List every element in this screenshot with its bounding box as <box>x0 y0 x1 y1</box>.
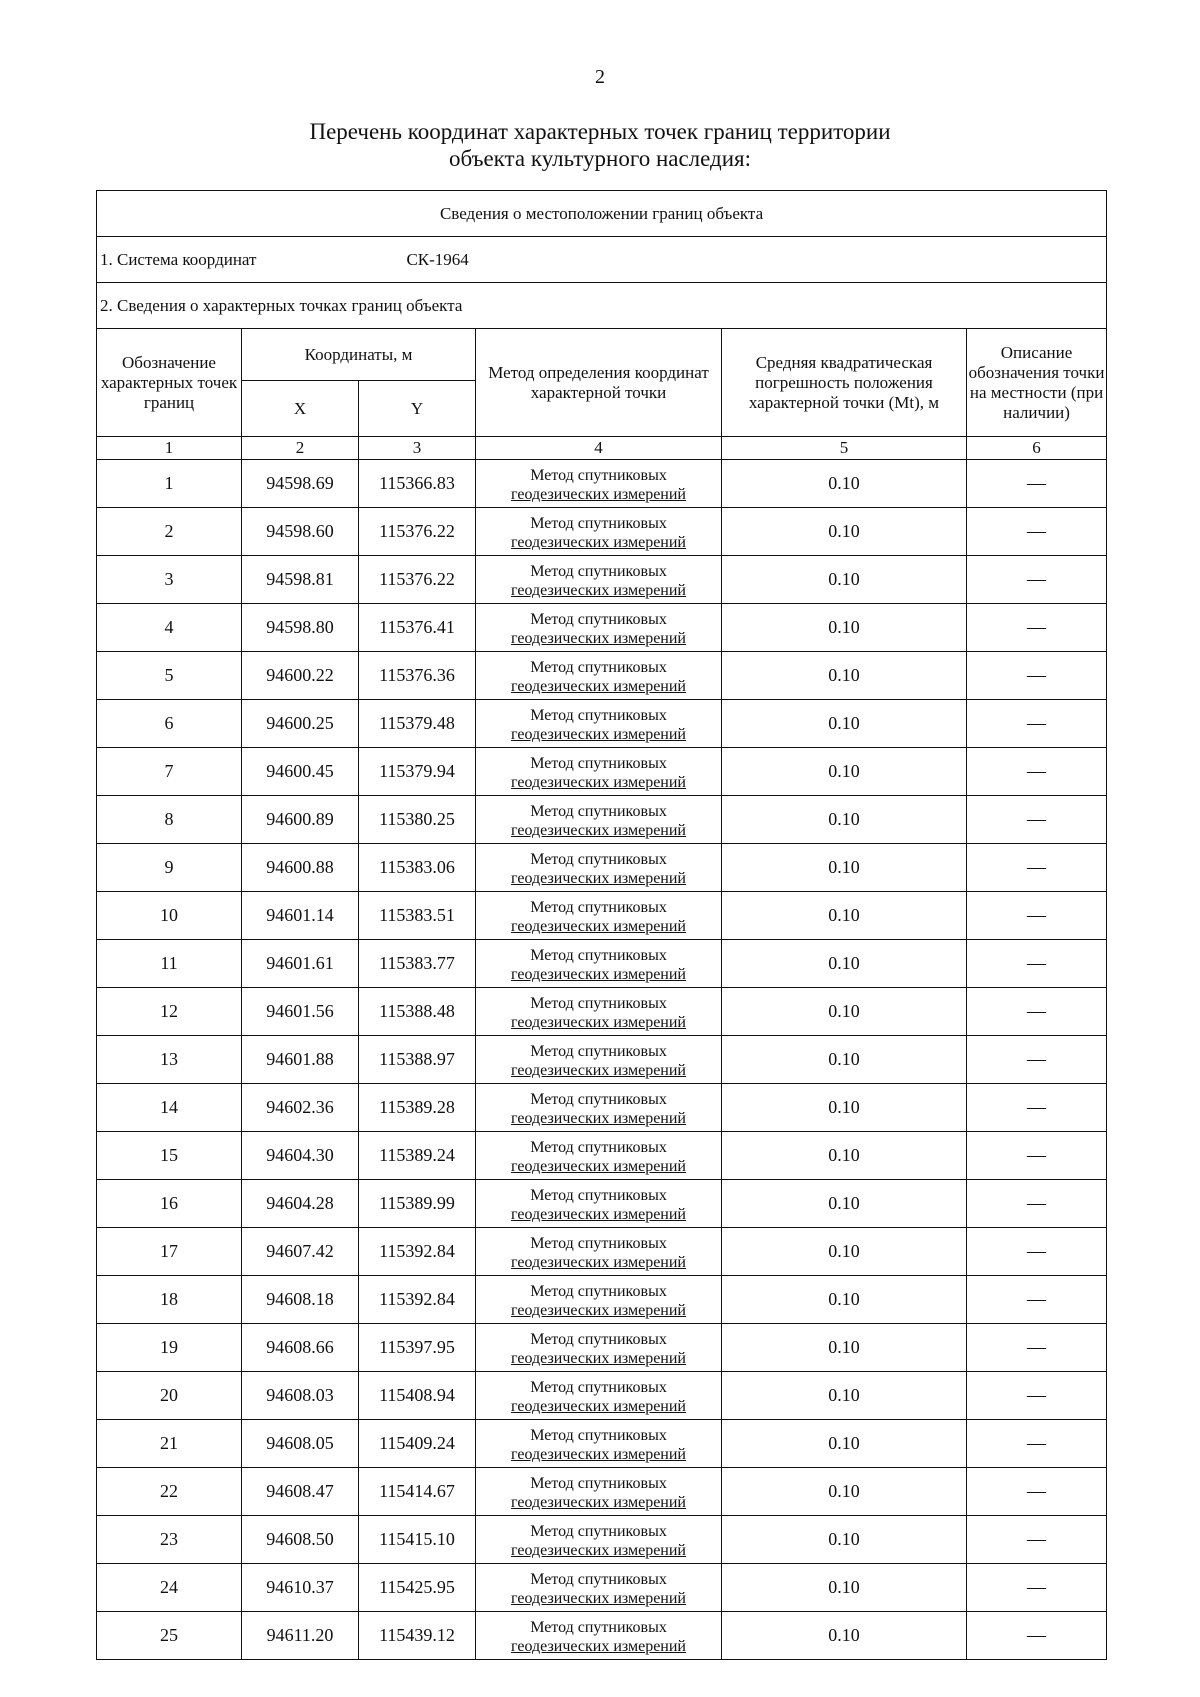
coord-y: 115376.41 <box>359 604 476 652</box>
points-heading-row <box>97 283 1107 329</box>
point-number: 7 <box>97 748 242 796</box>
point-number: 12 <box>97 988 242 1036</box>
point-description: — <box>967 748 1107 796</box>
point-number: 3 <box>97 556 242 604</box>
method-line-1: Метод спутниковых <box>530 946 667 964</box>
table-row <box>97 460 1107 508</box>
point-number: 10 <box>97 892 242 940</box>
coord-x: 94598.80 <box>242 604 359 652</box>
point-description: — <box>967 1612 1107 1660</box>
coord-y: 115439.12 <box>359 1612 476 1660</box>
method-line-2: геодезических измерений <box>511 725 686 743</box>
coord-y: 115376.22 <box>359 556 476 604</box>
coord-x: 94611.20 <box>242 1612 359 1660</box>
point-description: — <box>967 892 1107 940</box>
method-line-2: геодезических измерений <box>511 1061 686 1079</box>
method-line-1: Метод спутниковых <box>530 1234 667 1252</box>
point-number: 17 <box>97 1228 242 1276</box>
coord-x: 94608.66 <box>242 1324 359 1372</box>
point-number: 14 <box>97 1084 242 1132</box>
point-description: — <box>967 1372 1107 1420</box>
coord-y: 115383.06 <box>359 844 476 892</box>
point-description: — <box>967 508 1107 556</box>
method-line-2: геодезических измерений <box>511 1157 686 1175</box>
method-cell <box>476 1036 722 1084</box>
method-cell <box>476 556 722 604</box>
table-row <box>97 988 1107 1036</box>
point-number: 2 <box>97 508 242 556</box>
method-line-1: Метод спутниковых <box>530 850 667 868</box>
method-cell <box>476 1276 722 1324</box>
table-row <box>97 700 1107 748</box>
method-cell <box>476 844 722 892</box>
method-cell <box>476 892 722 940</box>
column-number: 2 <box>242 437 359 460</box>
method-line-2: геодезических измерений <box>511 677 686 695</box>
mt-error: 0.10 <box>722 1036 967 1084</box>
coord-y: 115383.77 <box>359 940 476 988</box>
method-line-2: геодезических измерений <box>511 965 686 983</box>
method-cell <box>476 1180 722 1228</box>
coord-x: 94602.36 <box>242 1084 359 1132</box>
table-row <box>97 1180 1107 1228</box>
method-cell <box>476 1132 722 1180</box>
method-cell <box>476 1372 722 1420</box>
point-description: — <box>967 604 1107 652</box>
method-cell <box>476 940 722 988</box>
method-cell <box>476 508 722 556</box>
point-number: 5 <box>97 652 242 700</box>
method-line-2: геодезических измерений <box>511 1349 686 1367</box>
method-line-1: Метод спутниковых <box>530 1618 667 1636</box>
method-line-2: геодезических измерений <box>511 1589 686 1607</box>
method-line-2: геодезических измерений <box>511 1253 686 1271</box>
header-designation: Обозначение характерных точек границ <box>97 329 242 437</box>
page-number: 2 <box>595 66 605 88</box>
method-line-1: Метод спутниковых <box>530 802 667 820</box>
table-row <box>97 940 1107 988</box>
coord-x: 94600.89 <box>242 796 359 844</box>
mt-error: 0.10 <box>722 940 967 988</box>
mt-error: 0.10 <box>722 556 967 604</box>
coord-y: 115397.95 <box>359 1324 476 1372</box>
point-number: 16 <box>97 1180 242 1228</box>
coord-y: 115379.94 <box>359 748 476 796</box>
table-row <box>97 508 1107 556</box>
table-row <box>97 1276 1107 1324</box>
point-number: 6 <box>97 700 242 748</box>
mt-error: 0.10 <box>722 1276 967 1324</box>
coord-y: 115414.67 <box>359 1468 476 1516</box>
mt-error: 0.10 <box>722 604 967 652</box>
coord-system-value: СК-1964 <box>406 249 469 269</box>
method-line-1: Метод спутниковых <box>530 466 667 484</box>
method-cell <box>476 1420 722 1468</box>
method-line-2: геодезических измерений <box>511 581 686 599</box>
point-number: 13 <box>97 1036 242 1084</box>
point-description: — <box>967 460 1107 508</box>
table-row <box>97 1564 1107 1612</box>
coord-x: 94601.88 <box>242 1036 359 1084</box>
point-number: 9 <box>97 844 242 892</box>
method-line-1: Метод спутниковых <box>530 610 667 628</box>
column-number: 6 <box>967 437 1107 460</box>
coord-x: 94608.47 <box>242 1468 359 1516</box>
method-line-2: геодезических измерений <box>511 869 686 887</box>
point-description: — <box>967 844 1107 892</box>
coord-x: 94610.37 <box>242 1564 359 1612</box>
point-description: — <box>967 796 1107 844</box>
method-line-1: Метод спутниковых <box>530 514 667 532</box>
mt-error: 0.10 <box>722 1228 967 1276</box>
mt-error: 0.10 <box>722 988 967 1036</box>
coord-x: 94608.05 <box>242 1420 359 1468</box>
point-number: 11 <box>97 940 242 988</box>
coord-x: 94607.42 <box>242 1228 359 1276</box>
table-row <box>97 1468 1107 1516</box>
coord-x: 94601.14 <box>242 892 359 940</box>
coord-x: 94598.81 <box>242 556 359 604</box>
column-number: 4 <box>476 437 722 460</box>
table-row <box>97 748 1107 796</box>
point-number: 25 <box>97 1612 242 1660</box>
table-row <box>97 604 1107 652</box>
coord-y: 115389.28 <box>359 1084 476 1132</box>
coord-y: 115389.99 <box>359 1180 476 1228</box>
method-line-1: Метод спутниковых <box>530 1474 667 1492</box>
method-line-2: геодезических измерений <box>511 533 686 551</box>
method-line-1: Метод спутниковых <box>530 1090 667 1108</box>
point-description: — <box>967 1420 1107 1468</box>
method-line-2: геодезических измерений <box>511 1205 686 1223</box>
column-number: 1 <box>97 437 242 460</box>
table-row <box>97 892 1107 940</box>
title-line-2: объекта культурного наследия: <box>448 146 752 171</box>
method-line-1: Метод спутниковых <box>530 1186 667 1204</box>
section-heading: Сведения о местоположении границ объекта <box>97 191 1107 237</box>
method-cell <box>476 604 722 652</box>
header-method: Метод определения координат характерной точки <box>476 329 722 437</box>
method-cell <box>476 1564 722 1612</box>
point-number: 24 <box>97 1564 242 1612</box>
column-number: 5 <box>722 437 967 460</box>
point-description: — <box>967 1228 1107 1276</box>
table-row <box>97 1132 1107 1180</box>
table-row <box>97 1612 1107 1660</box>
method-cell <box>476 1468 722 1516</box>
table-body <box>97 460 1107 1660</box>
point-number: 21 <box>97 1420 242 1468</box>
point-description: — <box>967 940 1107 988</box>
coord-x: 94600.22 <box>242 652 359 700</box>
coord-x: 94608.03 <box>242 1372 359 1420</box>
method-line-2: геодезических измерений <box>511 1109 686 1127</box>
method-line-2: геодезических измерений <box>511 629 686 647</box>
point-number: 8 <box>97 796 242 844</box>
method-line-2: геодезических измерений <box>511 917 686 935</box>
method-line-1: Метод спутниковых <box>530 658 667 676</box>
method-line-2: геодезических измерений <box>511 1637 686 1655</box>
method-line-1: Метод спутниковых <box>530 706 667 724</box>
coord-x: 94601.56 <box>242 988 359 1036</box>
method-line-1: Метод спутниковых <box>530 1378 667 1396</box>
coord-x: 94608.18 <box>242 1276 359 1324</box>
header-y: Y <box>359 381 476 437</box>
mt-error: 0.10 <box>722 652 967 700</box>
points-heading: 2. Сведения о характерных точках границ объекта <box>100 295 463 315</box>
method-cell <box>476 748 722 796</box>
coord-y: 115392.84 <box>359 1228 476 1276</box>
point-description: — <box>967 988 1107 1036</box>
coord-y: 115366.83 <box>359 460 476 508</box>
method-cell <box>476 1084 722 1132</box>
mt-error: 0.10 <box>722 748 967 796</box>
method-line-1: Метод спутниковых <box>530 1330 667 1348</box>
table-row <box>97 652 1107 700</box>
method-line-2: геодезических измерений <box>511 485 686 503</box>
coord-y: 115409.24 <box>359 1420 476 1468</box>
table-row <box>97 1372 1107 1420</box>
method-cell <box>476 1324 722 1372</box>
table-row <box>97 1324 1107 1372</box>
method-line-1: Метод спутниковых <box>530 1282 667 1300</box>
coord-y: 115389.24 <box>359 1132 476 1180</box>
coord-x: 94604.30 <box>242 1132 359 1180</box>
point-description: — <box>967 1084 1107 1132</box>
mt-error: 0.10 <box>722 1420 967 1468</box>
point-description: — <box>967 1180 1107 1228</box>
header-error: Средняя квадратическая погрешность положения характерной точки (Mt), м <box>722 329 967 437</box>
coord-x: 94601.61 <box>242 940 359 988</box>
table-row <box>97 1036 1107 1084</box>
coord-y: 115392.84 <box>359 1276 476 1324</box>
method-cell <box>476 988 722 1036</box>
method-line-1: Метод спутниковых <box>530 898 667 916</box>
point-number: 19 <box>97 1324 242 1372</box>
coord-y: 115376.22 <box>359 508 476 556</box>
method-line-1: Метод спутниковых <box>530 1138 667 1156</box>
point-description: — <box>967 1516 1107 1564</box>
method-cell <box>476 1228 722 1276</box>
coord-y: 115425.95 <box>359 1564 476 1612</box>
mt-error: 0.10 <box>722 1468 967 1516</box>
method-cell <box>476 460 722 508</box>
mt-error: 0.10 <box>722 892 967 940</box>
point-description: — <box>967 1132 1107 1180</box>
method-line-1: Метод спутниковых <box>530 994 667 1012</box>
page-title <box>0 118 1200 172</box>
mt-error: 0.10 <box>722 460 967 508</box>
coord-y: 115388.97 <box>359 1036 476 1084</box>
coord-system-row <box>97 237 1107 283</box>
point-description: — <box>967 1276 1107 1324</box>
mt-error: 0.10 <box>722 796 967 844</box>
coord-system-label: 1. Система координат <box>100 249 257 269</box>
table-row <box>97 1084 1107 1132</box>
method-line-2: геодезических измерений <box>511 1013 686 1031</box>
method-line-2: геодезических измерений <box>511 1541 686 1559</box>
mt-error: 0.10 <box>722 1372 967 1420</box>
method-line-2: геодезических измерений <box>511 1445 686 1463</box>
mt-error: 0.10 <box>722 1612 967 1660</box>
coord-x: 94600.88 <box>242 844 359 892</box>
mt-error: 0.10 <box>722 508 967 556</box>
mt-error: 0.10 <box>722 1132 967 1180</box>
method-line-1: Метод спутниковых <box>530 562 667 580</box>
point-number: 22 <box>97 1468 242 1516</box>
point-number: 15 <box>97 1132 242 1180</box>
coord-x: 94598.69 <box>242 460 359 508</box>
table-row <box>97 1228 1107 1276</box>
point-number: 20 <box>97 1372 242 1420</box>
point-number: 23 <box>97 1516 242 1564</box>
header-x: X <box>242 381 359 437</box>
point-number: 4 <box>97 604 242 652</box>
coord-y: 115376.36 <box>359 652 476 700</box>
method-line-1: Метод спутниковых <box>530 1426 667 1444</box>
coord-x: 94598.60 <box>242 508 359 556</box>
mt-error: 0.10 <box>722 1564 967 1612</box>
coord-x: 94604.28 <box>242 1180 359 1228</box>
column-number: 3 <box>359 437 476 460</box>
method-line-2: геодезических измерений <box>511 1397 686 1415</box>
coord-y: 115415.10 <box>359 1516 476 1564</box>
point-description: — <box>967 1468 1107 1516</box>
point-description: — <box>967 1036 1107 1084</box>
header-coordinates: Координаты, м <box>242 329 476 381</box>
boundary-points-table <box>96 190 1107 1660</box>
method-line-2: геодезических измерений <box>511 1493 686 1511</box>
table-row <box>97 1516 1107 1564</box>
coord-x: 94600.25 <box>242 700 359 748</box>
column-numbers-row <box>97 437 1107 460</box>
method-cell <box>476 1516 722 1564</box>
mt-error: 0.10 <box>722 1324 967 1372</box>
method-line-2: геодезических измерений <box>511 1301 686 1319</box>
table-row <box>97 556 1107 604</box>
coord-y: 115383.51 <box>359 892 476 940</box>
method-line-2: геодезических измерений <box>511 773 686 791</box>
table-row <box>97 796 1107 844</box>
title-line-1: Перечень координат характерных точек границ территории <box>309 119 891 144</box>
coord-y: 115379.48 <box>359 700 476 748</box>
point-description: — <box>967 1564 1107 1612</box>
header-description: Описание обозначения точки на местности (при наличии) <box>967 329 1107 437</box>
table-row <box>97 844 1107 892</box>
point-number: 1 <box>97 460 242 508</box>
method-line-1: Метод спутниковых <box>530 1570 667 1588</box>
point-number: 18 <box>97 1276 242 1324</box>
method-line-1: Метод спутниковых <box>530 754 667 772</box>
method-line-1: Метод спутниковых <box>530 1522 667 1540</box>
method-line-1: Метод спутниковых <box>530 1042 667 1060</box>
mt-error: 0.10 <box>722 1084 967 1132</box>
coord-y: 115388.48 <box>359 988 476 1036</box>
point-description: — <box>967 1324 1107 1372</box>
method-cell <box>476 652 722 700</box>
table-row <box>97 1420 1107 1468</box>
mt-error: 0.10 <box>722 1180 967 1228</box>
point-description: — <box>967 700 1107 748</box>
mt-error: 0.10 <box>722 700 967 748</box>
method-cell <box>476 796 722 844</box>
mt-error: 0.10 <box>722 844 967 892</box>
coord-x: 94608.50 <box>242 1516 359 1564</box>
method-line-2: геодезических измерений <box>511 821 686 839</box>
mt-error: 0.10 <box>722 1516 967 1564</box>
point-description: — <box>967 556 1107 604</box>
coord-y: 115408.94 <box>359 1372 476 1420</box>
coord-x: 94600.45 <box>242 748 359 796</box>
point-description: — <box>967 652 1107 700</box>
method-cell <box>476 1612 722 1660</box>
method-cell <box>476 700 722 748</box>
coord-y: 115380.25 <box>359 796 476 844</box>
